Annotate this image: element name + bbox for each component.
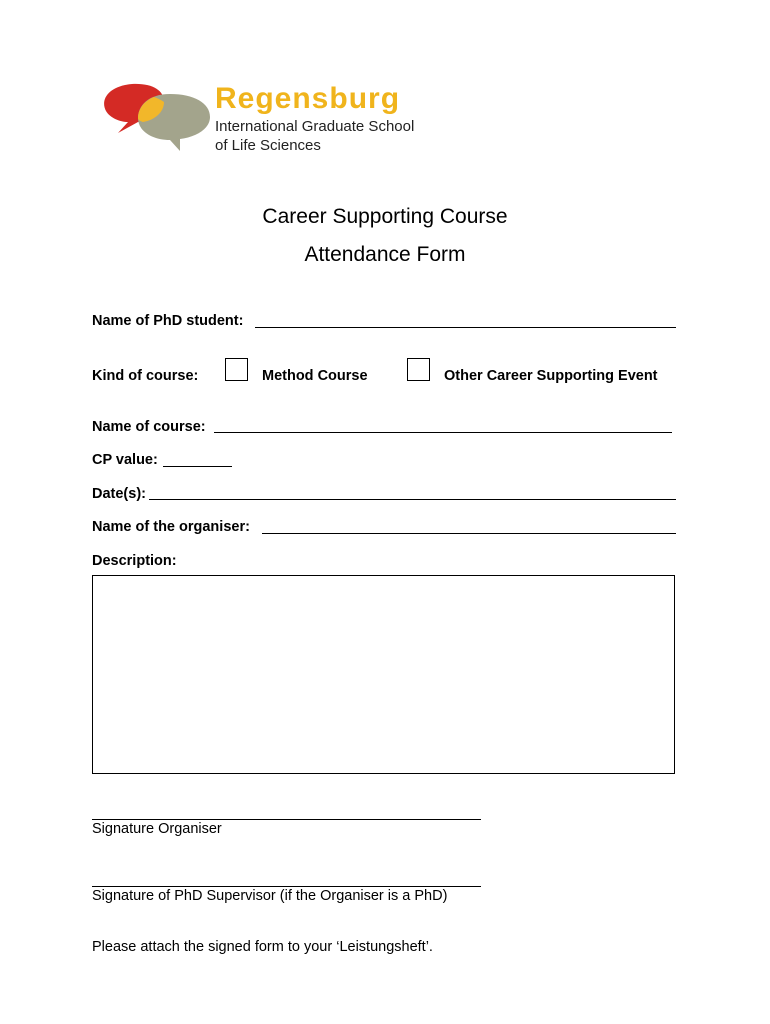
organiser-signature-label: Signature Organiser — [92, 821, 222, 837]
organiser-signature-line[interactable] — [92, 819, 481, 820]
other-event-label: Other Career Supporting Event — [444, 368, 658, 384]
dates-label: Date(s): — [92, 486, 146, 502]
dates-line[interactable] — [149, 499, 676, 500]
method-course-checkbox[interactable] — [225, 358, 248, 381]
student-name-line[interactable] — [255, 327, 676, 328]
other-event-checkbox[interactable] — [407, 358, 430, 381]
description-box[interactable] — [92, 575, 675, 774]
supervisor-signature-label: Signature of PhD Supervisor (if the Organiser is a PhD) — [92, 888, 448, 904]
course-name-line[interactable] — [214, 432, 672, 433]
logo-subtitle-2: of Life Sciences — [215, 137, 321, 154]
supervisor-signature-line[interactable] — [92, 886, 481, 887]
form-title: Career Supporting Course — [262, 205, 508, 228]
organiser-name-label: Name of the organiser: — [92, 519, 250, 535]
description-label: Description: — [92, 553, 177, 569]
speech-bubbles-icon — [98, 78, 218, 158]
logo-brand: Regensburg — [215, 82, 401, 115]
cp-value-line[interactable] — [163, 466, 232, 467]
course-name-label: Name of course: — [92, 419, 206, 435]
logo — [98, 78, 458, 158]
logo-subtitle-1: International Graduate School — [215, 118, 415, 135]
cp-value-label: CP value: — [92, 452, 158, 468]
footer-note: Please attach the signed form to your ‘Leistungsheft’. — [92, 939, 433, 955]
kind-of-course-label: Kind of course: — [92, 368, 199, 384]
organiser-name-line[interactable] — [262, 533, 676, 534]
form-subtitle: Attendance Form — [304, 243, 466, 266]
method-course-label: Method Course — [262, 368, 368, 384]
student-name-label: Name of PhD student: — [92, 313, 244, 329]
